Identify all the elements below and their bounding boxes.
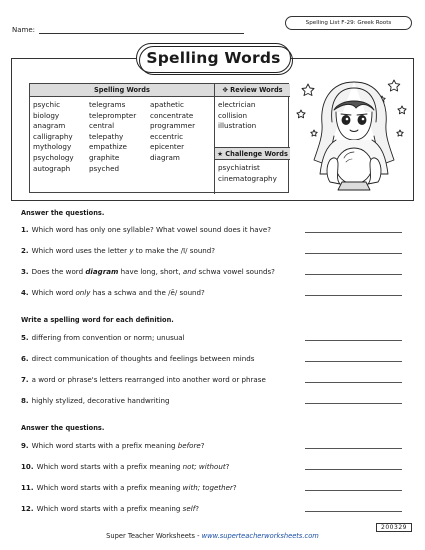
spelling-word: biology <box>33 110 60 120</box>
question-6 <box>21 354 254 363</box>
spelling-word: programmer <box>150 121 196 131</box>
footer-separator: - <box>194 532 202 540</box>
name-label: Name: <box>12 26 36 34</box>
footer-site-name: Super Teacher Worksheets <box>106 532 195 540</box>
question-text-part: ? <box>195 504 199 513</box>
question-text: highly stylized, decorative handwriting <box>31 396 170 405</box>
spelling-word: empathize <box>89 142 127 152</box>
spelling-word: concentrate <box>150 110 194 120</box>
question-text-part: has a schwa and the /ē/ sound? <box>90 288 205 297</box>
question-number: 8. <box>21 396 29 405</box>
spelling-word: psychology <box>33 152 74 162</box>
answer-line-5[interactable] <box>305 340 402 341</box>
question-text-part: Which word starts with a prefix meaning <box>36 504 183 513</box>
answer-line-11[interactable] <box>305 490 402 491</box>
name-field-row <box>12 26 244 34</box>
question-text-part: to make the /ī/ sound? <box>133 246 216 255</box>
question-emphasis: self <box>182 504 196 513</box>
question-emphasis: not; without <box>182 462 226 471</box>
spelling-column-3 <box>150 100 195 164</box>
question-text-part: Does the word <box>31 267 86 276</box>
answer-line-4[interactable] <box>305 295 402 296</box>
name-input-line[interactable] <box>39 26 244 34</box>
answer-line-10[interactable] <box>305 469 402 470</box>
answer-line-6[interactable] <box>305 361 402 362</box>
question-number: 1. <box>21 225 29 234</box>
question-10 <box>21 462 229 471</box>
spelling-word-table <box>29 83 289 193</box>
spelling-word: psyched <box>89 163 120 173</box>
question-text-part: ? <box>232 483 237 492</box>
spelling-word: eccentric <box>150 131 184 141</box>
question-number: 9. <box>21 441 29 450</box>
challenge-word: cinematography <box>218 173 277 183</box>
question-2 <box>21 246 215 255</box>
question-number: 4. <box>21 288 29 297</box>
question-text-part: Which word starts with a prefix meaning <box>31 441 178 450</box>
review-words-header: ✥ Review Words <box>215 84 290 97</box>
question-5 <box>21 333 185 342</box>
question-number: 6. <box>21 354 29 363</box>
section-2-title: Write a spelling word for each definition. <box>21 316 174 324</box>
answer-line-1[interactable] <box>305 232 402 233</box>
footer <box>0 532 425 540</box>
worksheet-code: 200329 <box>376 523 412 532</box>
spelling-words-header: Spelling Words <box>30 84 215 97</box>
spelling-word: calligraphy <box>33 131 73 141</box>
question-emphasis: with; together <box>182 483 233 492</box>
review-word: electrician <box>218 100 256 109</box>
question-number: 5. <box>21 333 29 342</box>
question-number: 3. <box>21 267 29 276</box>
section-3-title: Answer the questions. <box>21 424 105 432</box>
question-emphasis: and <box>182 267 197 276</box>
spelling-word: telepathy <box>89 131 124 141</box>
question-emphasis: y <box>129 246 134 255</box>
question-3 <box>21 267 275 276</box>
spelling-word: mythology <box>33 142 72 152</box>
question-text-part: Which word starts with a prefix meaning <box>36 483 183 492</box>
answer-line-8[interactable] <box>305 403 402 404</box>
review-word: collision <box>218 110 248 120</box>
question-text: differing from convention or norm; unusual <box>31 333 185 342</box>
question-text-part: ? <box>200 441 205 450</box>
answer-line-9[interactable] <box>305 448 402 449</box>
footer-url-link[interactable]: www.superteacherworksheets.com <box>201 532 319 540</box>
question-number: 10. <box>21 462 34 471</box>
question-number: 2. <box>21 246 29 255</box>
question-emphasis: before <box>177 441 201 450</box>
question-text-part: ? <box>225 462 230 471</box>
question-9 <box>21 441 205 450</box>
answer-line-12[interactable] <box>305 511 402 512</box>
question-8 <box>21 396 169 405</box>
spelling-word: central <box>89 121 115 131</box>
spelling-word: anagram <box>33 121 66 131</box>
answer-line-3[interactable] <box>305 274 402 275</box>
spelling-word: psychic <box>33 100 61 109</box>
question-number: 11. <box>21 483 34 492</box>
question-number: 7. <box>21 375 29 384</box>
page-title-text: Spelling Words <box>146 49 281 67</box>
question-text: direct communication of thoughts and feelings between minds <box>31 354 255 363</box>
question-emphasis: only <box>75 288 91 297</box>
spelling-word: graphite <box>89 152 120 162</box>
spelling-word: telegrams <box>89 100 126 109</box>
question-12 <box>21 504 199 513</box>
challenge-word: psychiatrist <box>218 163 260 172</box>
question-text-part: Which word <box>31 288 76 297</box>
question-emphasis: diagram <box>85 267 119 276</box>
answer-line-2[interactable] <box>305 253 402 254</box>
spelling-list-tag: Spelling List F-29: Greek Roots <box>285 16 412 30</box>
spelling-column-1 <box>33 100 74 174</box>
question-1 <box>21 225 271 234</box>
spelling-word: diagram <box>150 152 180 162</box>
challenge-words-header: ★ Challenge Words <box>215 147 290 160</box>
question-4 <box>21 288 205 297</box>
section-1-title: Answer the questions. <box>21 209 105 217</box>
question-number: 12. <box>21 504 34 513</box>
question-11 <box>21 483 237 492</box>
review-word: illustration <box>218 121 257 131</box>
spelling-word: teleprompter <box>89 110 137 120</box>
spelling-word: autograph <box>33 163 71 173</box>
question-7 <box>21 375 266 384</box>
question-text-part: have long, short, <box>118 267 183 276</box>
question-text: Which word has only one syllable? What vowel sound does it have? <box>31 225 271 234</box>
spelling-column-2 <box>89 100 136 174</box>
answer-line-7[interactable] <box>305 382 402 383</box>
review-words-column <box>218 100 256 132</box>
question-text-part: Which word uses the letter <box>31 246 130 255</box>
spelling-word: apathetic <box>150 100 184 109</box>
question-text-part: schwa vowel sounds? <box>196 267 275 276</box>
page-title <box>136 43 291 73</box>
fortune-teller-crystal-ball-icon <box>296 74 412 196</box>
question-text-part: Which word starts with a prefix meaning <box>36 462 183 471</box>
question-text: a word or phrase's letters rearranged into another word or phrase <box>31 375 266 384</box>
challenge-words-column <box>218 163 277 184</box>
spelling-word: epicenter <box>150 142 185 152</box>
